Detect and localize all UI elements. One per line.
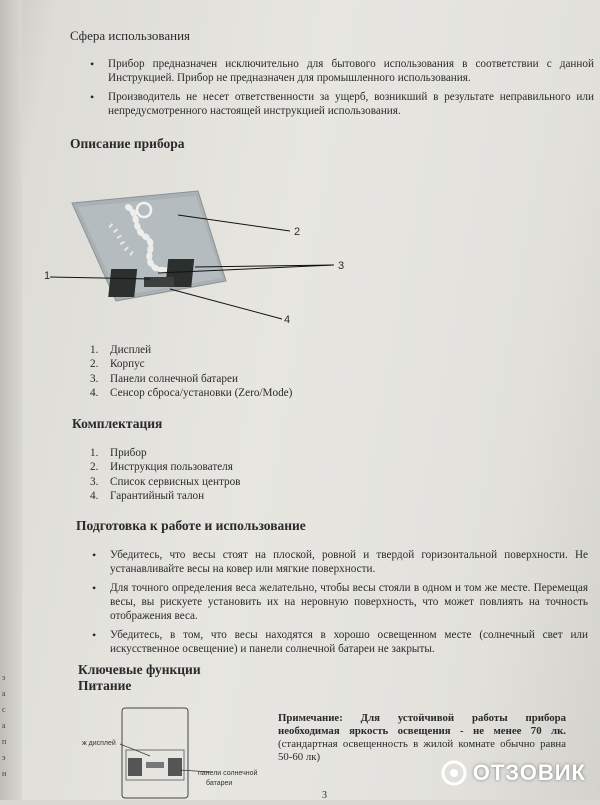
section-title-scope: Сфера использования — [70, 28, 191, 43]
description-list — [90, 343, 292, 400]
note-bold: Примечание: Для устойчивой работы прибора необходимая яркость освещения - не менее 70 лк. — [278, 712, 566, 737]
section-title-key-functions: Ключевые функции — [78, 662, 201, 677]
list-item: • Производитель не несет ответственности за ущерб, возникший в результате неправильного или непредусмотренного настоящей инструкцией использования. — [86, 90, 594, 118]
note-text: (стандартная освещенность в жилой комнате обычно равна 50-60 лк) — [278, 738, 566, 763]
watermark-logo-icon — [441, 760, 467, 786]
list-item: • Убедитесь, в том, что весы находятся в хорошо освещенном месте (солнечный свет или искусственное освещение) и панели солнечной батареи не закрыты. — [88, 628, 588, 656]
page-number: 3 — [322, 790, 327, 801]
edge-char: с — [2, 705, 6, 714]
list-item: • Для точного определения веса желательно, чтобы весы стояли в одном и том же месте. Перемещая весы, вы рискуете установить их на неровную поверхность, что может повлиять на точность отображения веса. — [88, 581, 588, 623]
callout-3: 3 — [338, 260, 345, 272]
callout-4: 4 — [284, 314, 291, 326]
list-item: 1. Прибор — [90, 447, 147, 459]
edge-char: з — [2, 673, 6, 682]
list-item: 4. Гарантийный талон — [90, 489, 205, 502]
list-item: • Убедитесь, что весы стоят на плоской, ровной и твердой горизонтальной поверхности. Не устанавливайте весы на ковер или мягкие поверхности. — [88, 548, 588, 576]
list-item: 1. Дисплей — [90, 344, 152, 356]
list-item: 2. Инструкция пользователя — [90, 461, 233, 474]
section-title-kit: Комплектация — [72, 416, 163, 431]
list-item: 4. Сенсор сброса/установки (Zero/Mode) — [90, 386, 293, 399]
section-title-description: Описание прибора — [70, 136, 185, 151]
diagram-label-solar-2: батареи — [206, 780, 233, 787]
power-diagram — [80, 700, 270, 800]
edge-char: п — [2, 737, 7, 746]
callout-2: 2 — [294, 226, 301, 238]
edge-char: и — [2, 769, 7, 778]
solar-panel-left — [108, 269, 137, 297]
edge-char: а — [2, 721, 6, 730]
edge-char: а — [2, 689, 6, 698]
preparation-bullet-list — [88, 548, 588, 661]
power-diagram-drawing — [80, 700, 270, 800]
section-title-preparation: Подготовка к работе и использование — [76, 518, 306, 533]
callout-1: 1 — [44, 270, 51, 282]
section-title-power: Питание — [78, 678, 132, 693]
watermark-text: ОТЗОВИК — [472, 760, 586, 785]
kit-list — [90, 446, 240, 503]
adjacent-page-edge-text — [2, 670, 16, 782]
power-note — [278, 712, 566, 764]
device-illustration — [50, 185, 350, 335]
diagram-label-solar: панели солнечной — [198, 770, 258, 777]
watermark — [441, 760, 586, 786]
list-item: 2. Корпус — [90, 358, 145, 371]
list-item: • Прибор предназначен исключительно для бытового использования в соответствии с данной Инструкцией. Прибор не предназначен для промышленного использования. — [86, 57, 594, 85]
diagram-label-display: ж дисплей — [82, 740, 116, 747]
edge-char: э — [2, 753, 6, 762]
list-item: 3. Список сервисных центров — [90, 475, 241, 488]
scope-bullet-list — [86, 57, 594, 123]
list-item: 3. Панели солнечной батареи — [90, 372, 238, 385]
